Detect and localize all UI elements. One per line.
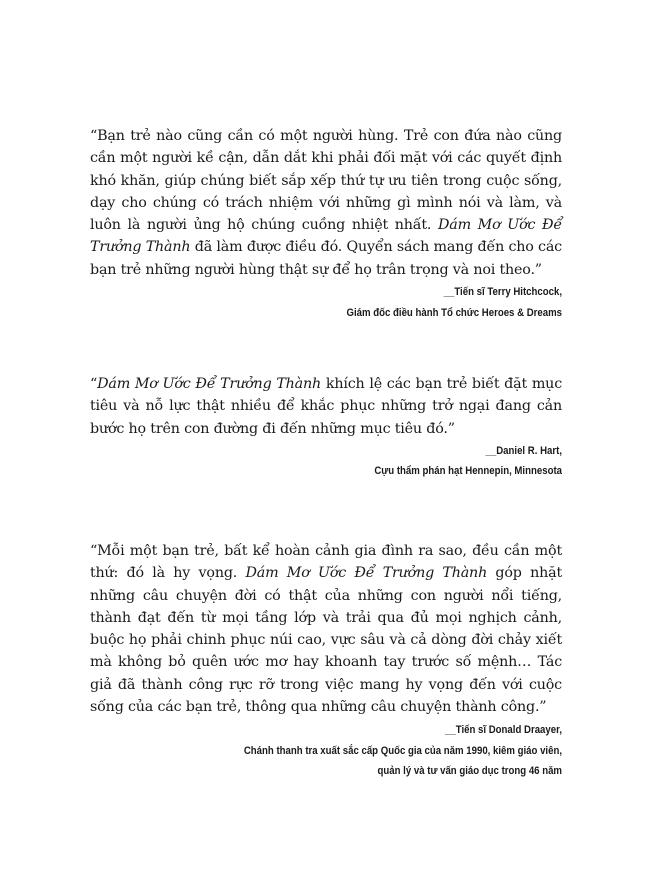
attribution-role: Cựu thẩm phán hạt Hennepin, Minnesota (374, 465, 562, 478)
endorsement-quote-1 (90, 125, 562, 323)
attribution (90, 720, 562, 782)
book-title: Dám Mơ Ước Để Trưởng Thành (245, 565, 488, 582)
attribution-name: __Daniel R. Hart, (485, 444, 562, 457)
quote-text (90, 125, 562, 281)
quote-text-before: “Mỗi một bạn trẻ, bất kể hoàn cảnh gia đình ra sao, đều cần một thứ: đó là hy vọng. (90, 543, 562, 582)
quote-text (90, 373, 562, 440)
quote-text-after: góp nhặt những câu chuyện đời có thật của những con người nổi tiếng, thành đạt đến từ mọi tầng lớp và trải qua đủ mọi nghịch cảnh, buộc họ phải chinh phục núi cao, vực sâu và cả dòng đời chảy xiết mà không bỏ quên ước mơ hay khoanh tay trước số mệnh… Tác giả đã thành công rực rỡ trong việc mang hy vọng đến với cuộc sống của các bạn trẻ, thông qua những câu chuyện thành công.” (90, 565, 562, 716)
book-title: Dám Mơ Ước Để Trưởng Thành (97, 376, 322, 392)
attribution-name: __Tiến sĩ Terry Hitchcock, (443, 286, 562, 299)
book-title: Dám Mơ Ước Để Trưởng Thành (90, 217, 562, 256)
attribution (90, 282, 562, 323)
attribution-name: __Tiến sĩ Donald Draayer, (445, 724, 562, 737)
quote-text-after: khích lệ các bạn trẻ biết đặt mục tiêu và nỗ lực thật nhiều để khắc phục những trở ngại đang cản bước họ trên con đường đi đến những mục tiêu đó.” (90, 376, 562, 437)
endorsement-quote-3 (90, 540, 562, 782)
quote-text-after: đã làm được điều đó. Quyển sách mang đến cho các bạn trẻ những người hùng thật sự để họ trân trọng và noi theo.” (90, 239, 562, 278)
quote-text-before: “Bạn trẻ nào cũng cần có một người hùng. Trẻ con đứa nào cũng cần một người kề cận, dẫn dắt khi phải đối mặt với các quyết định khó khăn, giúp chúng biết sắp xếp thứ tự ưu tiên trong cuộc sống, dạy cho chúng có trách nhiệm với những gì mình nói và làm, và luôn là người ủng hộ chúng cuồng nhiệt nhất. (90, 128, 562, 234)
quote-text (90, 540, 562, 718)
quote-text-before: “ (90, 376, 98, 392)
endorsement-quote-2 (90, 373, 562, 482)
attribution (90, 441, 562, 482)
attribution-role-continued: quản lý và tư vấn giáo dục trong 46 năm (377, 765, 562, 778)
attribution-role: Giám đốc điều hành Tổ chức Heroes & Dreams (346, 306, 562, 319)
attribution-role: Chánh thanh tra xuất sắc cấp Quốc gia của năm 1990, kiêm giáo viên, (243, 744, 562, 757)
